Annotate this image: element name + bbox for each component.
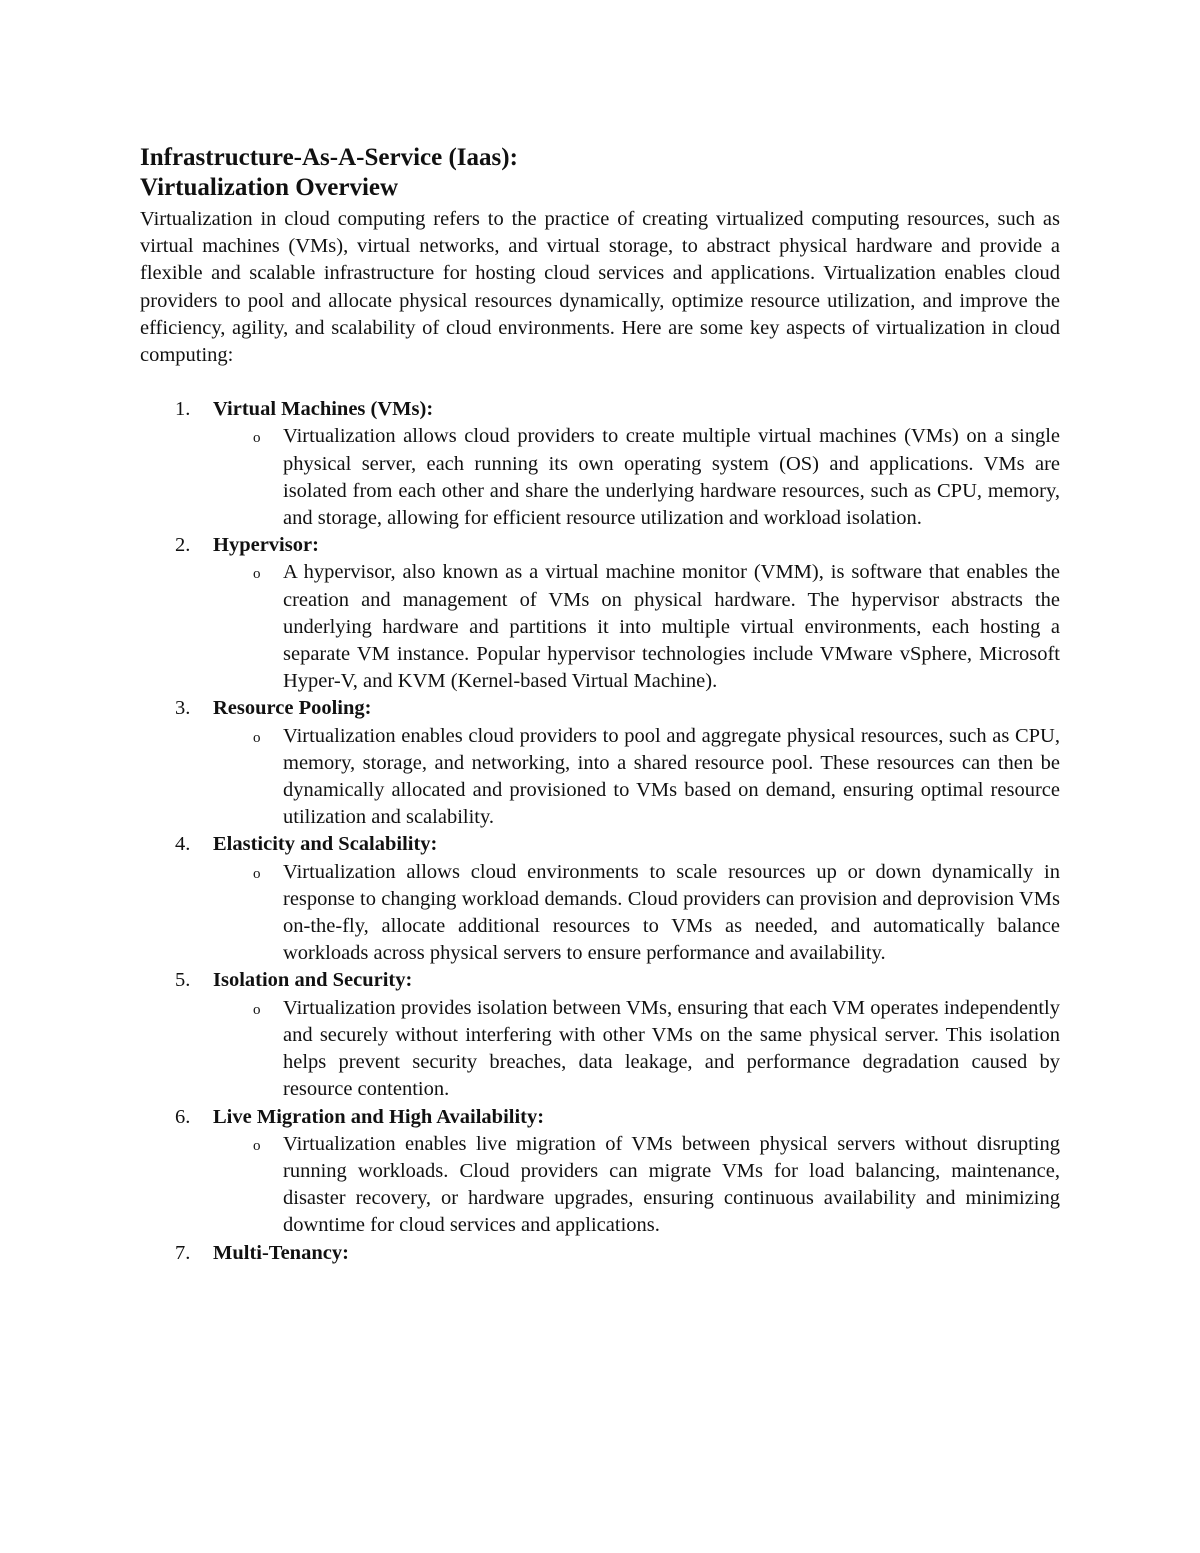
item-heading: Live Migration and High Availability: [213, 1105, 545, 1128]
list-item [140, 695, 1060, 831]
item-heading: Elasticity and Scalability: [213, 833, 438, 856]
item-heading: Multi-Tenancy: [213, 1241, 349, 1264]
bullet-text: Virtualization enables cloud providers to pool and aggregate physical resources, such as CPU, memory, storage, and networking, into a shared resource pool. These resources can then be dynamically allocated and provisioned to VMs based on demand, ensuring optimal resource utilization and scalability. [283, 724, 1060, 829]
aspects-list [140, 396, 1060, 1267]
bullet-text: Virtualization enables live migration of VMs between physical servers without disrupting running workloads. Cloud providers can migrate VMs for load balancing, maintenance, disaster recovery, or hardware upgrades, ensuring continuous availability and minimizing downtime for cloud services and applications. [283, 1132, 1060, 1237]
bullet-icon: o [253, 729, 261, 746]
sub-bullet [213, 423, 1060, 532]
bullet-text: Virtualization provides isolation between VMs, ensuring that each VM operates independently and securely without interfering with other VMs on the same physical server. This isolation helps prevent security breaches, data leakage, and performance degradation caused by resource contention. [283, 996, 1060, 1101]
intro-paragraph: Virtualization in cloud computing refers to the practice of creating virtualized computing resources, such as virtual machines (VMs), virtual networks, and virtual storage, to abstract physical hardware and provide a flexible and scalable infrastructure for hosting cloud services and applications. Virtualization enables cloud providers to pool and allocate physical resources dynamically, optimize resource utilization, and improve the efficiency, agility, and scalability of cloud environments. Here are some key aspects of virtualization in cloud computing: [140, 208, 1060, 367]
sub-bullet [213, 859, 1060, 968]
item-number: 4. [175, 833, 191, 856]
bullet-text: Virtualization allows cloud environments to scale resources up or down dynamically in response to changing workload demands. Cloud providers can provision and deprovision VMs on-the-fly, allocate additional resources to VMs as needed, and automatically balance workloads across physical servers to ensure performance and availability. [283, 860, 1060, 965]
sub-bullet [213, 995, 1060, 1104]
item-heading: Isolation and Security: [213, 969, 413, 992]
item-number: 1. [175, 398, 191, 421]
item-number: 3. [175, 697, 191, 720]
item-number: 2. [175, 534, 191, 557]
bullet-icon: o [253, 430, 261, 447]
item-heading: Resource Pooling: [213, 697, 372, 720]
list-item [140, 967, 1060, 1103]
sub-bullet [213, 723, 1060, 832]
list-item [140, 532, 1060, 695]
item-number: 5. [175, 969, 191, 992]
title-line-2: Virtualization Overview [140, 174, 399, 201]
item-heading: Virtual Machines (VMs): [213, 398, 434, 421]
bullet-text: Virtualization allows cloud providers to create multiple virtual machines (VMs) on a single physical server, each running its own operating system (OS) and applications. VMs are isolated from each other and share the underlying hardware resources, such as CPU, memory, and storage, allowing for efficient resource utilization and workload isolation. [283, 425, 1060, 530]
list-item [140, 831, 1060, 967]
bullet-icon: o [253, 1001, 261, 1018]
document-title [140, 143, 1060, 203]
item-number: 7. [175, 1241, 191, 1264]
bullet-icon: o [253, 865, 261, 882]
bullet-icon: o [253, 1137, 261, 1154]
list-item [140, 396, 1060, 532]
list-item [140, 1240, 1060, 1267]
sub-bullet [213, 559, 1060, 695]
document-page [140, 143, 1060, 1267]
item-heading: Hypervisor: [213, 534, 319, 557]
item-number: 6. [175, 1105, 191, 1128]
list-item [140, 1104, 1060, 1240]
title-line-1: Infrastructure-As-A-Service (Iaas): [140, 144, 518, 171]
bullet-icon: o [253, 566, 261, 583]
sub-bullet [213, 1131, 1060, 1240]
bullet-text: A hypervisor, also known as a virtual machine monitor (VMM), is software that enables the creation and management of VMs on physical hardware. The hypervisor abstracts the underlying hardware and partitions it into multiple virtual environments, each hosting a separate VM instance. Popular hypervisor technologies include VMware vSphere, Microsoft Hyper-V, and KVM (Kernel-based Virtual Machine). [283, 561, 1060, 693]
